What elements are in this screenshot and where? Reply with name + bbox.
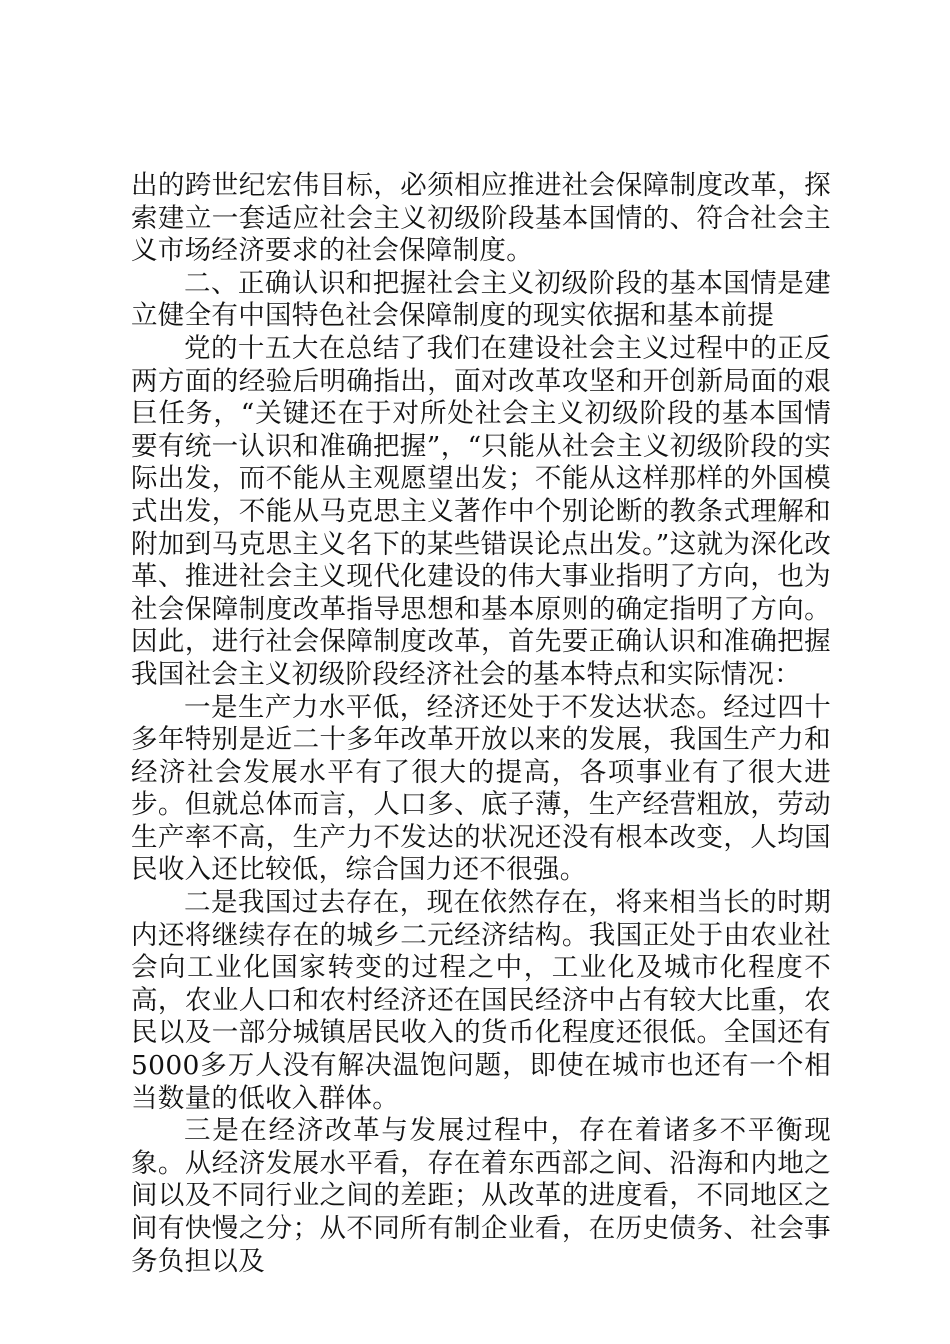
paragraph: 党的十五大在总结了我们在建设社会主义过程中的正反两方面的经验后明确指出，面对改革攻坚和开创新局面的艰巨任务，“关键还在于对所处社会主义初级阶段的基本国情要有统一认识和准确把握”，“只能从社会主义初级阶段的实际出发，而不能从主观愿望出发；不能从这样那样的外国模式出发，不能从马克思主义著作中个别论断的教条式理解和附加到马克思主义名下的某些错误论点出发。”这就为深化改革、推进社会主义现代化建设的伟大事业指明了方向，也为社会保障制度改革指导思想和基本原则的确定指明了方向。因此，进行社会保障制度改革，首先要正确认识和准确把握我国社会主义初级阶段经济社会的基本特点和实际情况：: [131, 332, 831, 690]
document-body: [131, 170, 831, 1278]
paragraph: 一是生产力水平低，经济还处于不发达状态。经过四十多年特别是近二十多年改革开放以来的发展，我国生产力和经济社会发展水平有了很大的提高，各项事业有了很大进步。但就总体而言，人口多、底子薄，生产经营粗放，劳动生产率不高，生产力不发达的状况还没有根本改变，人均国民收入还比较低，综合国力还不很强。: [131, 691, 831, 886]
paragraph: 三是在经济改革与发展过程中，存在着诸多不平衡现象。从经济发展水平看，存在着东西部之间、沿海和内地之间以及不同行业之间的差距；从改革的进度看，不同地区之间有快慢之分；从不同所有制企业看，在历史债务、社会事务负担以及: [131, 1115, 831, 1277]
paragraph-continuation: 出的跨世纪宏伟目标，必须相应推进社会保障制度改革，探索建立一套适应社会主义初级阶段基本国情的、符合社会主义市场经济要求的社会保障制度。: [131, 170, 831, 267]
paragraph: 二是我国过去存在，现在依然存在，将来相当长的时期内还将继续存在的城乡二元经济结构。我国正处于由农业社会向工业化国家转变的过程之中，工业化及城市化程度不高，农业人口和农村经济还在国民经济中占有较大比重，农民以及一部分城镇居民收入的货币化程度还很低。全国还有5000多万人没有解决温饱问题，即使在城市也还有一个相当数量的低收入群体。: [131, 887, 831, 1114]
section-heading: 二、正确认识和把握社会主义初级阶段的基本国情是建立健全有中国特色社会保障制度的现实依据和基本前提: [131, 267, 831, 332]
